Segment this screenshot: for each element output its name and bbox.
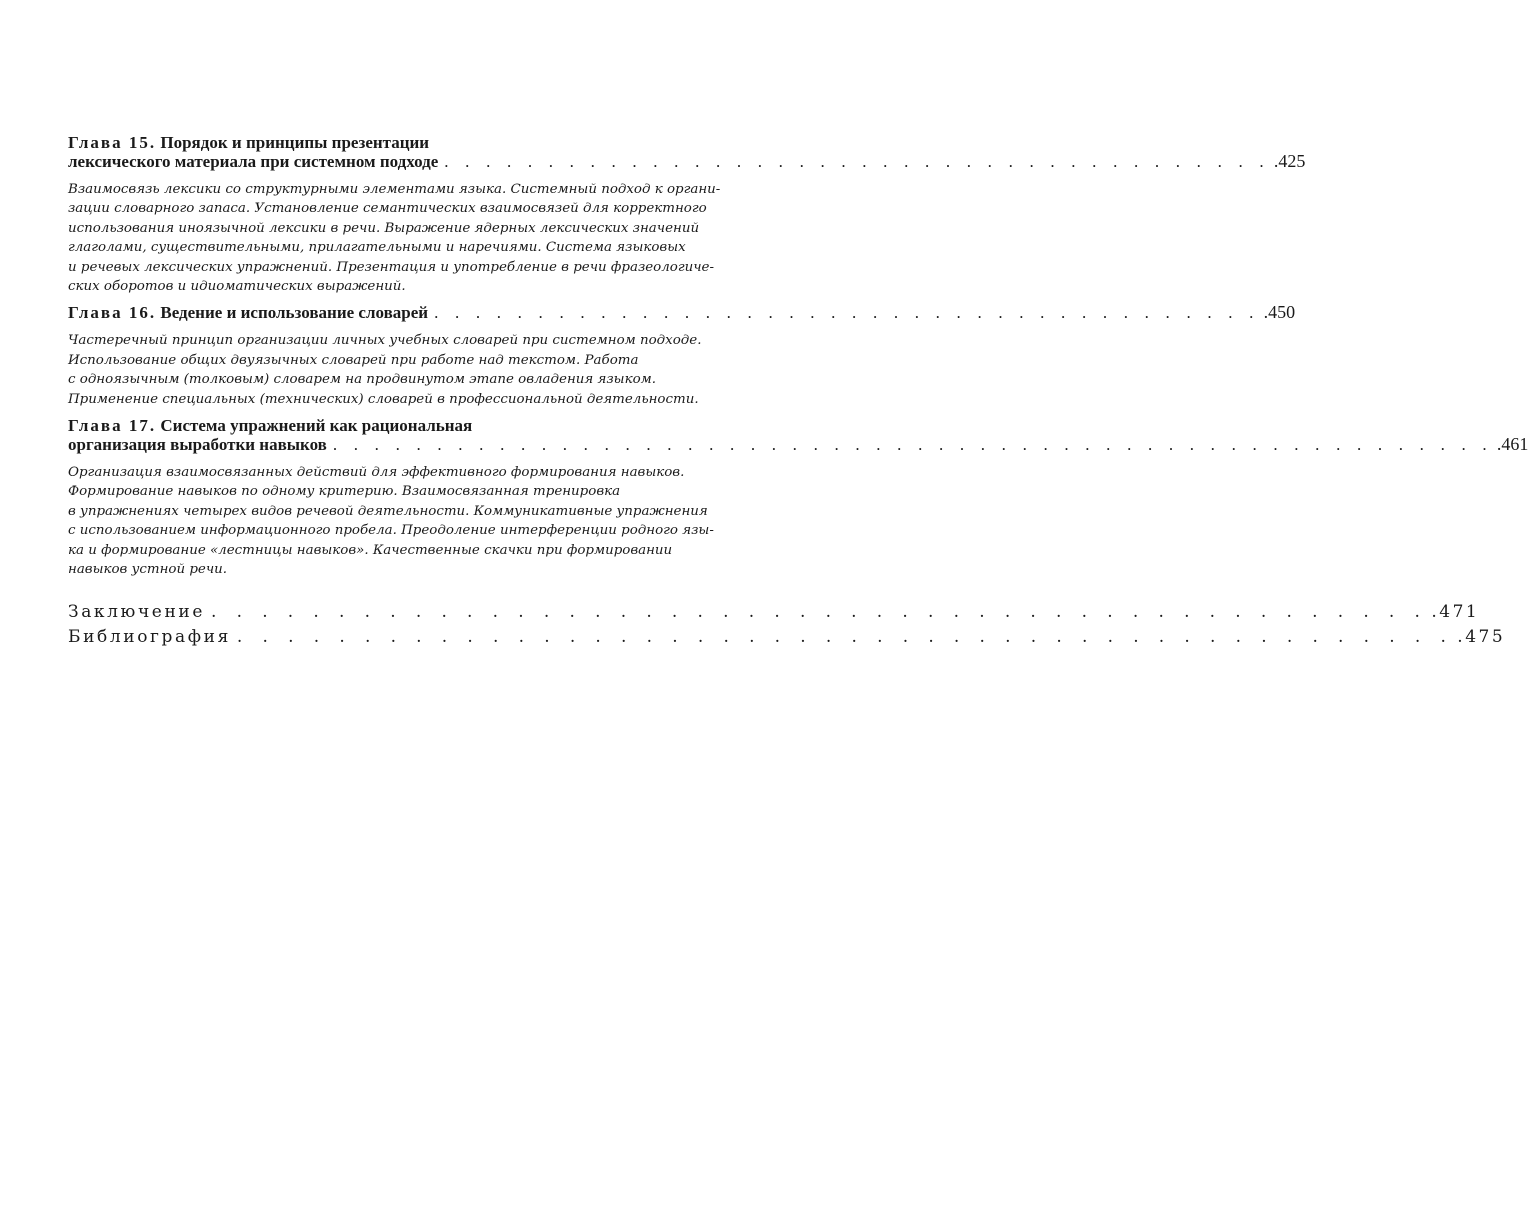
chapter-17-desc-line: Формирование навыков по одному критерию. Взаимосвязанная тренировка: [68, 484, 621, 500]
chapter-17-label: Глава 17.: [68, 416, 157, 436]
chapter-16-desc-line: Применение специальных (технических) словарей в профессиональной деятельности.: [68, 391, 699, 407]
chapter-16-description: [68, 331, 787, 409]
conclusion-title: Заключение: [68, 601, 205, 622]
chapter-16-desc-line: с одноязычным (толковым) словарем на продвинутом этапе овладения языком.: [68, 372, 656, 388]
bibliography-dot-leader: . . . . . . . . . . . . . . . . . . . . . . . . . . . . . . . . . . . . . . . . . . . . . . . .: [236, 626, 1454, 647]
chapter-15-label: Глава 15.: [68, 133, 157, 152]
chapter-16-heading-line1: [68, 302, 1296, 323]
chapter-15-desc-line: зации словарного запаса. Установление семантических взаимосвязей для корректного: [68, 201, 707, 217]
chapter-15-description: [68, 180, 787, 296]
chapter-16-desc-line: Частеречный принцип организации личных учебных словарей при системном подходе.: [68, 333, 702, 349]
chapter-16-page-number: .450: [1263, 302, 1296, 323]
chapter-16-dot-leader: . . . . . . . . . . . . . . . . . . . . . . . . . . . . . . . . . . . . . . . .: [434, 303, 1260, 323]
toc-bibliography: [68, 625, 1506, 650]
chapter-15-desc-line: Взаимосвязь лексики со структурными элементами языка. Системный подход к органи-: [68, 182, 721, 197]
bibliography-title: Библиография: [68, 626, 231, 647]
chapter-17-heading-line2: [68, 434, 1528, 455]
chapter-15-heading-line1: [68, 133, 787, 152]
chapter-15-heading-line2: [68, 151, 1306, 171]
chapter-15-title-line2: лексического материала при системном подходе: [68, 152, 439, 171]
chapter-17-page-number: .461: [1496, 434, 1528, 455]
chapter-17-heading-line1: [68, 416, 787, 435]
chapter-17-desc-line: Организация взаимосвязанных действий для эффективного формирования навыков.: [68, 465, 685, 481]
chapter-15-desc-line: глаголами, существительными, прилагательными и наречиями. Система языковых: [68, 240, 686, 256]
bibliography-page-number: .475: [1457, 626, 1506, 647]
chapter-15-desc-line: и речевых лексических упражнений. Презентация и употребление в речи фразеологиче-: [68, 259, 714, 275]
chapter-15-page-number: .425: [1273, 151, 1306, 171]
chapter-17-description: [68, 463, 787, 579]
chapter-15-desc-line: использования иноязычной лексики в речи. Выражение ядерных лексических значений: [68, 220, 700, 236]
toc-chapter-17: [68, 416, 1528, 579]
chapter-17-desc-line: ка и формирование «лестницы навыков». Качественные скачки при формировании: [68, 542, 673, 558]
chapter-17-dot-leader: . . . . . . . . . . . . . . . . . . . . . . . . . . . . . . . . . . . . . . . . . . . . . . . . . . . . . . . .: [332, 435, 1493, 455]
chapter-16-desc-line: Использование общих двуязычных словарей при работе над текстом. Работа: [68, 352, 639, 368]
chapter-15-title-line1: Порядок и принципы презентации: [160, 133, 430, 152]
chapter-17-title-line1: Система упражнений как рациональная: [160, 416, 473, 436]
chapter-17-desc-line: с использованием информационного пробела. Преодоление интерференции родного язы-: [68, 523, 714, 539]
chapter-16-heading: [68, 303, 428, 322]
chapter-17-desc-line: навыков устной речи.: [68, 562, 228, 578]
chapter-16-label: Глава 16.: [68, 303, 157, 323]
toc-chapter-16: [68, 302, 1296, 409]
chapter-15-desc-line: ских оборотов и идиоматических выражений.: [68, 279, 406, 295]
conclusion-dot-leader: . . . . . . . . . . . . . . . . . . . . . . . . . . . . . . . . . . . . . . . . . . . . . . . .: [210, 601, 1428, 622]
toc-chapter-15: [68, 133, 1306, 296]
conclusion-page-number: .471: [1431, 601, 1480, 622]
chapter-16-title-line1: Ведение и использование словарей: [160, 303, 429, 323]
chapter-15-dot-leader: . . . . . . . . . . . . . . . . . . . . . . . . . . . . . . . . . . . . . . . .: [444, 152, 1270, 171]
chapter-17-title-line2: организация выработки навыков: [68, 435, 327, 455]
chapter-17-desc-line: в упражнениях четырех видов речевой деятельности. Коммуникативные упражнения: [68, 503, 708, 519]
table-of-contents: [68, 133, 1528, 650]
toc-conclusion: [68, 600, 1480, 625]
